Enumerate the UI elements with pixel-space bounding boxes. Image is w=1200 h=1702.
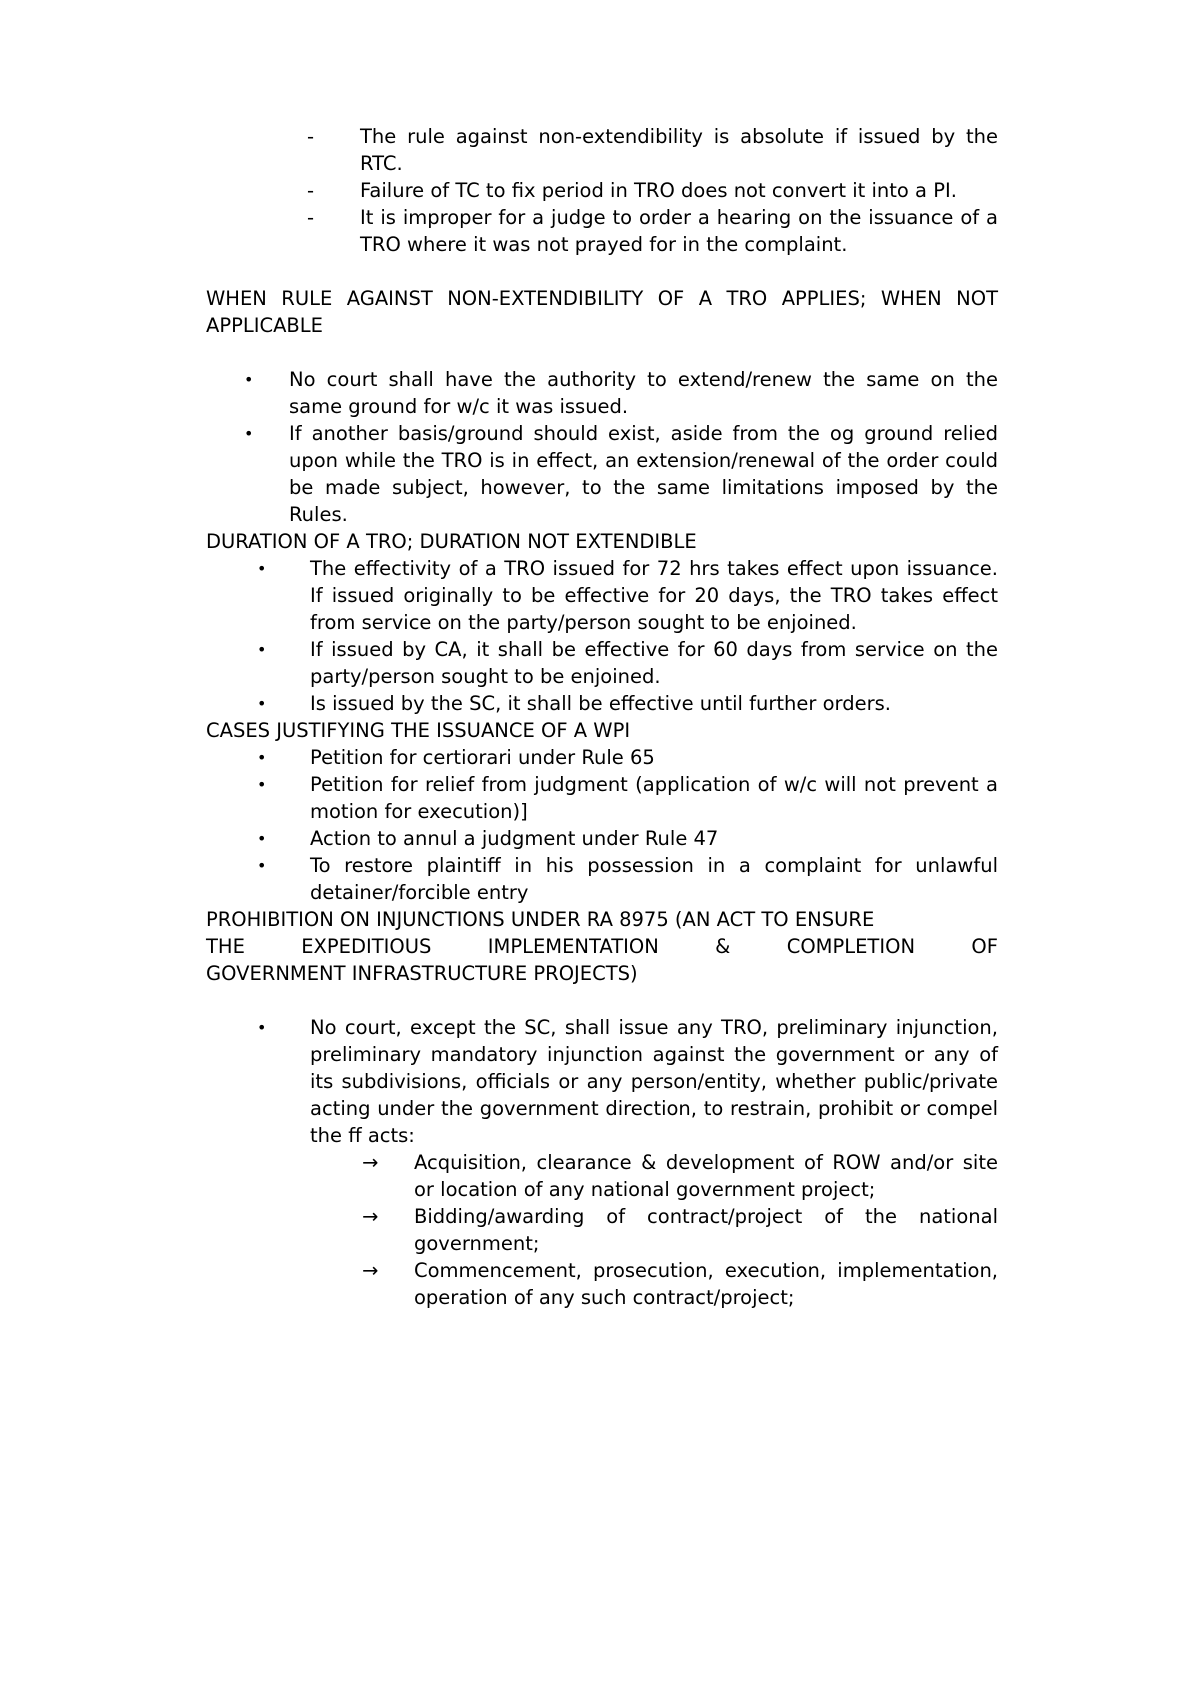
dash-marker: -	[307, 206, 315, 229]
dash-list	[206, 123, 998, 258]
document-body	[206, 123, 998, 1311]
bullet-list	[206, 1014, 998, 1149]
arrow-right-icon: →	[362, 1205, 379, 1228]
bullet-marker: •	[257, 694, 267, 713]
list-item: → Bidding/awarding of contract/project of the national government;	[362, 1205, 998, 1255]
section-heading-non-extendibility: WHEN RULE AGAINST NON-EXTENDIBILITY OF A TRO APPLIES; WHEN NOT APPLICABLE	[206, 287, 998, 337]
bullet-list	[206, 744, 998, 906]
bullet-marker: •	[257, 775, 267, 794]
list-item: → Acquisition, clearance & development of ROW and/or site or location of any national government project;	[362, 1151, 998, 1201]
list-item: • Petition for certiorari under Rule 65	[257, 746, 655, 769]
dash-marker: -	[307, 125, 315, 148]
section-heading-duration: DURATION OF A TRO; DURATION NOT EXTENDIBLE	[206, 530, 697, 553]
dash-marker: -	[307, 179, 315, 202]
bullet-list	[206, 555, 998, 717]
list-item: • If another basis/ground should exist, aside from the og ground relied upon while the TRO is in effect, an extension/renewal of the order could be made subject, however, to the same limitations imposed by the Rules.	[244, 422, 998, 526]
section-heading-ra-8975: PROHIBITION ON INJUNCTIONS UNDER RA 8975 (AN ACT TO ENSURE THE EXPEDITIOUS IMPLEMENTATION & COMPLETION OF GOVERNMENT INFRASTRUCTURE PROJECTS)	[206, 908, 998, 985]
bullet-marker: •	[257, 1018, 267, 1037]
list-item: • No court, except the SC, shall issue any TRO, preliminary injunction, preliminary mandatory injunction against the government or any of its subdivisions, officials or any person/entity, whether public/private acting under the government direction, to restrain, prohibit or compel the ff acts:	[257, 1016, 998, 1147]
list-item: • To restore plaintiff in his possession in a complaint for unlawful detainer/forcible entry	[257, 854, 998, 904]
list-item: • Action to annul a judgment under Rule 47	[257, 827, 719, 850]
list-item: - Failure of TC to fix period in TRO does not convert it into a PI.	[307, 179, 957, 202]
arrow-sublist	[206, 1149, 998, 1311]
bullet-list	[206, 366, 998, 528]
bullet-marker: •	[257, 829, 267, 848]
arrow-right-icon: →	[362, 1151, 379, 1174]
list-item: → Commencement, prosecution, execution, implementation, operation of any such contract/project;	[362, 1259, 998, 1309]
section-heading-wpi-cases: CASES JUSTIFYING THE ISSUANCE OF A WPI	[206, 719, 631, 742]
bullet-marker: •	[257, 640, 267, 659]
list-item: - It is improper for a judge to order a hearing on the issuance of a TRO where it was not prayed for in the complaint.	[307, 206, 998, 256]
bullet-marker: •	[257, 748, 267, 767]
arrow-right-icon: →	[362, 1259, 379, 1282]
bullet-marker: •	[257, 856, 267, 875]
list-item: - The rule against non-extendibility is absolute if issued by the RTC.	[307, 125, 998, 175]
list-item: • If issued by CA, it shall be effective for 60 days from service on the party/person sought to be enjoined.	[257, 638, 998, 688]
bullet-marker: •	[244, 370, 254, 389]
list-item: • The effectivity of a TRO issued for 72 hrs takes effect upon issuance. If issued originally to be effective for 20 days, the TRO takes effect from service on the party/person sought to be enjoined.	[257, 557, 998, 634]
bullet-marker: •	[244, 424, 254, 443]
list-item: • Is issued by the SC, it shall be effective until further orders.	[257, 692, 891, 715]
heading-justified-line: THE EXPEDITIOUS IMPLEMENTATION & COMPLETION OF	[206, 935, 998, 958]
list-item: • No court shall have the authority to extend/renew the same on the same ground for w/c it was issued.	[244, 368, 998, 418]
list-item: • Petition for relief from judgment (application of w/c will not prevent a motion for execution)]	[257, 773, 998, 823]
bullet-marker: •	[257, 559, 267, 578]
